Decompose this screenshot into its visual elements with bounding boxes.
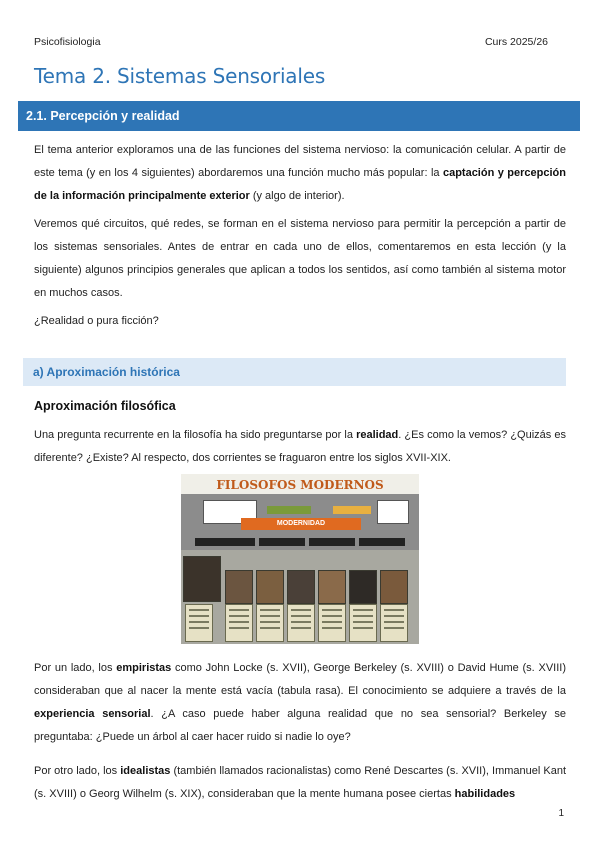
intro-bold: captación y percepción de la información principalmente exterior [34, 167, 566, 202]
figure-title: FILOSOFOS MODERNOS [216, 478, 384, 492]
emp-bold-1: empiristas [116, 662, 172, 674]
section-heading: 2.1. Percepción y realidad [18, 101, 580, 131]
ideal-bold-2: habilidades [454, 788, 516, 800]
ideal-text-c: (también llamados racionalistas) como René Descartes (s. XVII), Immanuel Kant (s. XVIII) o Georg Wilhelm (s. XIX), consideraban que la mente humana posee ciertas [34, 765, 567, 800]
philosophy-paragraph [34, 424, 566, 470]
idealistas-paragraph [34, 760, 566, 806]
figure-orange-box [333, 506, 371, 514]
ideal-bold-1: idealistas [120, 765, 171, 777]
portrait-1 [183, 556, 221, 602]
caption-2 [225, 604, 253, 642]
caption-6 [349, 604, 377, 642]
caption-4 [287, 604, 315, 642]
portrait-2 [225, 570, 253, 604]
figure-timeline-4 [359, 538, 405, 546]
page-title: Tema 2. Sistemas Sensoriales [34, 64, 326, 88]
subheading: Aproximación filosófica [34, 399, 176, 413]
figure-timeline-3 [309, 538, 355, 546]
emp-bold-2: experiencia sensorial [34, 708, 151, 720]
portrait-5 [318, 570, 346, 604]
caption-7 [380, 604, 408, 642]
header-course: Psicofisiologia [34, 36, 101, 48]
caption-1 [185, 604, 213, 642]
figure-timeline-2 [259, 538, 305, 546]
intro-paragraph-1 [34, 139, 566, 208]
page-number: 1 [558, 808, 564, 819]
portrait-4 [287, 570, 315, 604]
emp-text-e: . ¿A caso puede haber alguna realidad que no sea sensorial? Berkeley se preguntaba: ¿Puede un árbol al caer hacer ruido si nadie lo oye? [34, 708, 566, 743]
subsection-heading: a) Aproximación histórica [23, 358, 566, 386]
portrait-7 [380, 570, 408, 604]
figure-timeline-1 [195, 538, 255, 546]
caption-5 [318, 604, 346, 642]
intro-paragraph-3: ¿Realidad o pura ficción? [34, 315, 159, 327]
modern-philosophers-figure [181, 474, 419, 644]
philo-text-c: . ¿Es como la vemos? ¿Quizás es diferente? ¿Existe? Al respecto, dos corrientes se fraguaron entre los siglos XVII-XIX. [34, 429, 566, 464]
figure-band-label: MODERNIDAD [241, 518, 361, 530]
portrait-3 [256, 570, 284, 604]
intro-text-c: (y algo de interior). [249, 190, 345, 202]
ideal-text-a: Por otro lado, los [34, 765, 121, 777]
intro-text-a: El tema anterior exploramos una de las funciones del sistema nervioso: la comunicación celular. A partir de este tema (y en los 4 siguientes) abordaremos una función mucho más popular: la [34, 144, 566, 179]
figure-green-box [267, 506, 311, 514]
portrait-6 [349, 570, 377, 604]
intro-paragraph-2: Veremos qué circuitos, qué redes, se forman en el sistema nervioso para permitir la percepción a partir de los sistemas sensoriales. Antes de entrar en cada uno de ellos, comentaremos en esta lección (y la siguiente) algunos principios generales que aplican a todos los sentidos, así como también al sistema motor en muchos casos. [34, 218, 566, 299]
header-year: Curs 2025/26 [484, 36, 548, 48]
empiristas-paragraph [34, 657, 566, 749]
caption-3 [256, 604, 284, 642]
emp-text-c: como John Locke (s. XVII), George Berkeley (s. XVIII) o David Hume (s. XVIII) consideraban que al nacer la mente está vacía (tabula rasa). El conocimiento se adquiere a través de la [34, 662, 566, 697]
philo-bold: realidad [356, 429, 399, 441]
philo-text-a: Una pregunta recurrente en la filosofía ha sido preguntarse por la [34, 429, 357, 441]
emp-text-a: Por un lado, los [34, 662, 117, 674]
figure-right-box [377, 500, 409, 524]
